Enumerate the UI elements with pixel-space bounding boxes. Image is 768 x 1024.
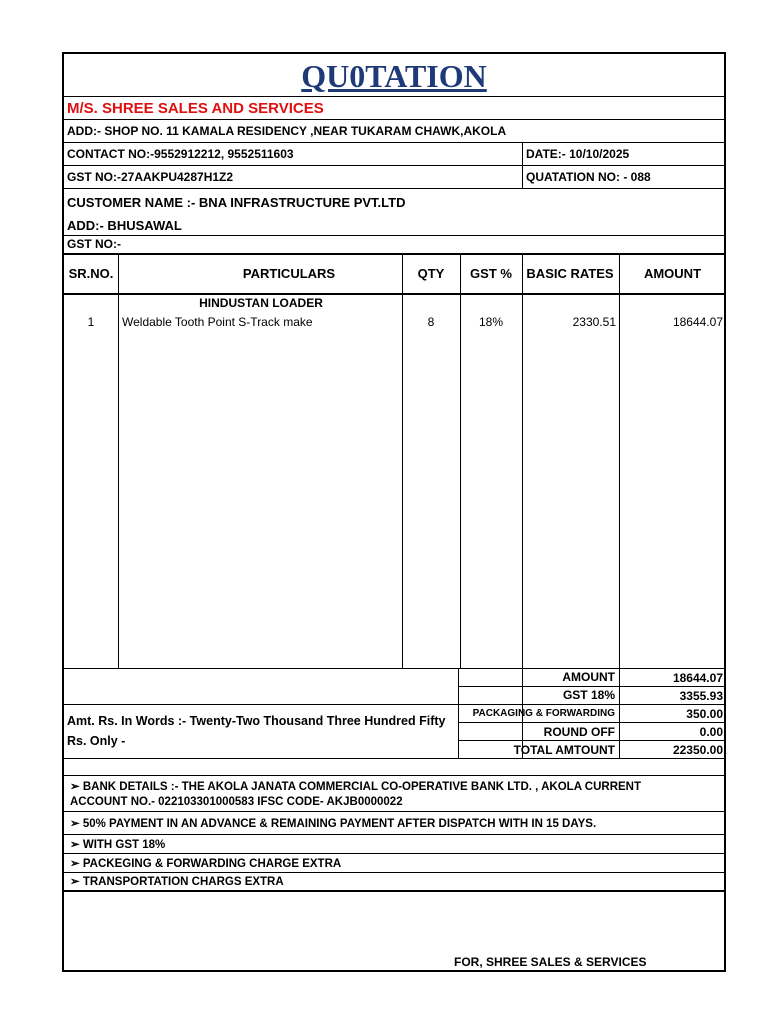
amount-in-words-line2: Rs. Only -: [67, 734, 126, 748]
summary-packaging-label: PACKAGING & FORWARDING: [472, 708, 615, 719]
divider: [522, 143, 523, 189]
gst-row: [64, 166, 724, 189]
company-row: [64, 97, 724, 120]
divider: [64, 775, 724, 776]
col-header-gst: GST %: [470, 266, 512, 281]
quotation-number: QUATATION NO: - 088: [526, 170, 651, 184]
divider: [64, 853, 724, 854]
item-qty: 8: [427, 315, 435, 329]
col-header-particulars: PARTICULARS: [242, 266, 336, 281]
summary-round-off-value: 0.00: [699, 725, 723, 739]
item-basic-rate: 2330.51: [572, 315, 616, 329]
bullet-icon: ➢: [70, 876, 80, 888]
amount-in-words-line1: Amt. Rs. In Words :- Twenty-Two Thousand Three Hundred Fifty: [67, 714, 446, 728]
divider: [458, 704, 724, 705]
company-gst: GST NO:-27AAKPU4287H1Z2: [67, 170, 234, 184]
summary-gst-label: GST 18%: [562, 688, 615, 702]
item-heading: HINDUSTAN LOADER: [199, 296, 323, 310]
summary-amount-value: 18644.07: [672, 671, 723, 685]
customer-address: ADD:- BHUSAWAL: [67, 218, 182, 233]
divider: [64, 758, 724, 759]
item-particulars: Weldable Tooth Point S-Track make: [122, 315, 313, 329]
divider: [458, 686, 724, 687]
col-header-amount: AMOUNT: [643, 266, 702, 281]
term-transport: ➢ TRANSPORTATION CHARGS EXTRA: [70, 876, 284, 888]
summary-total-value: 22350.00: [672, 743, 723, 757]
col-header-srno: SR.NO.: [68, 266, 114, 281]
term-with-gst: ➢ WITH GST 18%: [70, 839, 166, 851]
contact-row: [64, 143, 724, 166]
address-row: [64, 120, 724, 143]
company-address: ADD:- SHOP NO. 11 KAMALA RESIDENCY ,NEAR TUKARAM CHAWK,AKOLA: [67, 124, 507, 138]
item-gst: 18%: [478, 315, 504, 329]
divider: [64, 872, 724, 873]
summary-gst-value: 3355.93: [679, 689, 723, 703]
summary-packaging-value: 350.00: [686, 707, 723, 721]
summary-round-off-label: ROUND OFF: [543, 725, 615, 739]
company-name: M/S. SHREE SALES AND SERVICES: [67, 100, 324, 117]
quotation-document: [62, 52, 726, 972]
bullet-icon: ➢: [70, 858, 80, 870]
document-title: QU0TATION: [301, 58, 487, 94]
customer-name: CUSTOMER NAME :- BNA INFRASTRUCTURE PVT.LTD: [67, 195, 406, 210]
col-header-qty: QTY: [417, 266, 445, 281]
summary-total-label: TOTAL AMTOUNT: [513, 743, 615, 757]
bank-details-line1: ➢ BANK DETAILS :- THE AKOLA JANATA COMMERCIAL CO-OPERATIVE BANK LTD. , AKOLA CURRENT: [70, 781, 641, 793]
bullet-icon: ➢: [70, 839, 80, 851]
item-srno: 1: [87, 315, 95, 329]
divider: [458, 668, 459, 758]
bullet-icon: ➢: [70, 818, 80, 830]
customer-gst: GST NO:-: [67, 237, 121, 251]
item-amount: 18644.07: [672, 315, 723, 329]
bank-details-line2: ACCOUNT NO.- 022103301000583 IFSC CODE- AKJB0000022: [70, 796, 403, 808]
divider: [64, 834, 724, 835]
summary-amount-label: AMOUNT: [562, 670, 615, 684]
divider: [64, 668, 724, 669]
col-header-basic-rates: BASIC RATES: [526, 266, 614, 281]
divider: [64, 890, 724, 892]
divider: [458, 740, 724, 741]
term-payment: ➢ 50% PAYMENT IN AN ADVANCE & REMAINING PAYMENT AFTER DISPATCH WITH IN 15 DAYS.: [70, 818, 597, 830]
contact-numbers: CONTACT NO:-9552912212, 9552511603: [67, 147, 294, 161]
term-packing: ➢ PACKEGING & FORWARDING CHARGE EXTRA: [70, 858, 342, 870]
bullet-icon: ➢: [70, 781, 80, 793]
divider: [64, 704, 458, 705]
quotation-date: DATE:- 10/10/2025: [526, 147, 630, 161]
divider: [64, 293, 724, 295]
divider: [458, 722, 724, 723]
customer-gst-row: [64, 236, 724, 254]
divider: [64, 811, 724, 812]
divider: [118, 254, 119, 668]
signature-line: FOR, SHREE SALES & SERVICES: [454, 955, 647, 969]
title-row: [64, 54, 724, 97]
customer-block: [64, 189, 724, 235]
divider: [64, 253, 724, 255]
